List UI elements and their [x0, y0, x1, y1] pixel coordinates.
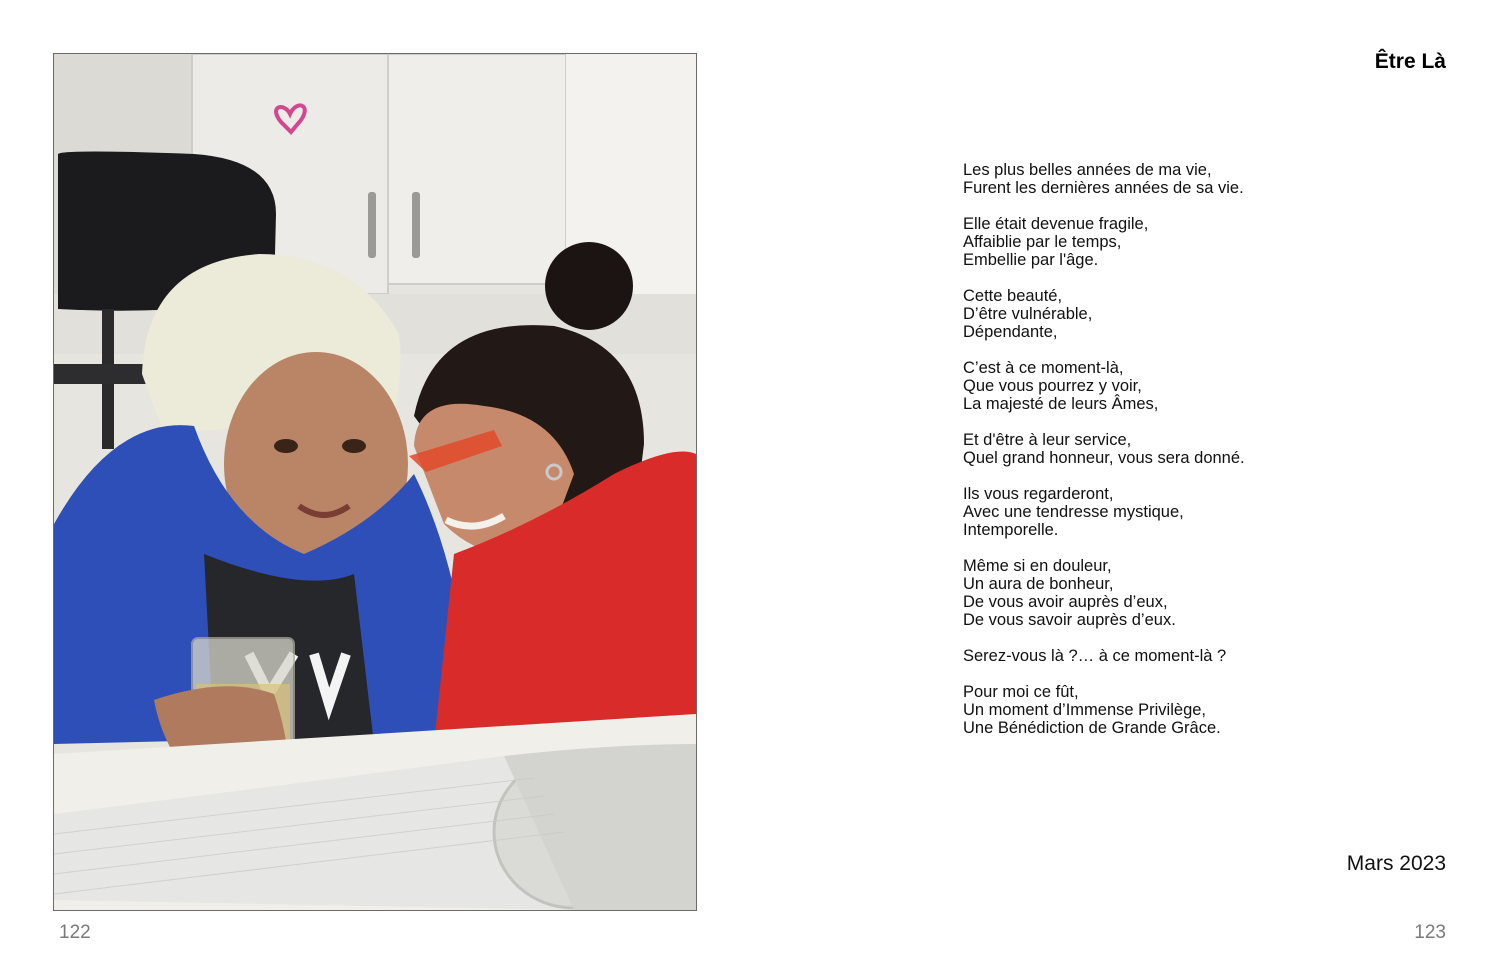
page-number-left: 122 [59, 922, 91, 943]
stanza [963, 683, 1463, 737]
stanza [963, 287, 1463, 341]
poem-line: Dépendante, [963, 323, 1058, 341]
stanza [963, 215, 1463, 269]
poem-line: Embellie par l'âge. [963, 251, 1099, 269]
poem-line: Même si en douleur, [963, 557, 1112, 575]
photograph [53, 53, 697, 911]
poem-date: Mars 2023 [1346, 852, 1446, 875]
poem-line: Affaiblie par le temps, [963, 233, 1122, 251]
poem-line: Que vous pourrez y voir, [963, 377, 1142, 395]
poem-line: Un moment d’Immense Privilège, [963, 701, 1207, 719]
poem-line: Pour moi ce fût, [963, 683, 1079, 701]
poem-line: De vous savoir auprès d’eux. [963, 611, 1176, 629]
stanza [963, 161, 1463, 197]
stanza [963, 359, 1463, 413]
photo-illustration [54, 54, 696, 910]
poem-line: Un aura de bonheur, [963, 575, 1114, 593]
poem-line: Ils vous regarderont, [963, 485, 1114, 503]
poem-line: Et d'être à leur service, [963, 431, 1132, 449]
poem-line: D’être vulnérable, [963, 305, 1093, 323]
stanza [963, 647, 1463, 665]
page-number-right: 123 [1414, 922, 1446, 943]
poem-line: La majesté de leurs Âmes, [963, 395, 1159, 413]
poem-line: Les plus belles années de ma vie, [963, 161, 1212, 179]
stanza [963, 431, 1463, 467]
poem-line: Serez-vous là ?… à ce moment-là ? [963, 647, 1227, 665]
poem-body [963, 161, 1463, 755]
stanza [963, 557, 1463, 629]
poem-line: C’est à ce moment-là, [963, 359, 1124, 377]
poem-line: Furent les dernières années de sa vie. [963, 179, 1244, 197]
poem-line: Intemporelle. [963, 521, 1059, 539]
poem-line: Cette beauté, [963, 287, 1063, 305]
stanza [963, 485, 1463, 539]
poem-line: De vous avoir auprès d’eux, [963, 593, 1168, 611]
poem-line: Une Bénédiction de Grande Grâce. [963, 719, 1221, 737]
poem-line: Avec une tendresse mystique, [963, 503, 1184, 521]
poem-title: Être Là [1374, 50, 1446, 73]
poem-line: Quel grand honneur, vous sera donné. [963, 449, 1245, 467]
poem-line: Elle était devenue fragile, [963, 215, 1149, 233]
